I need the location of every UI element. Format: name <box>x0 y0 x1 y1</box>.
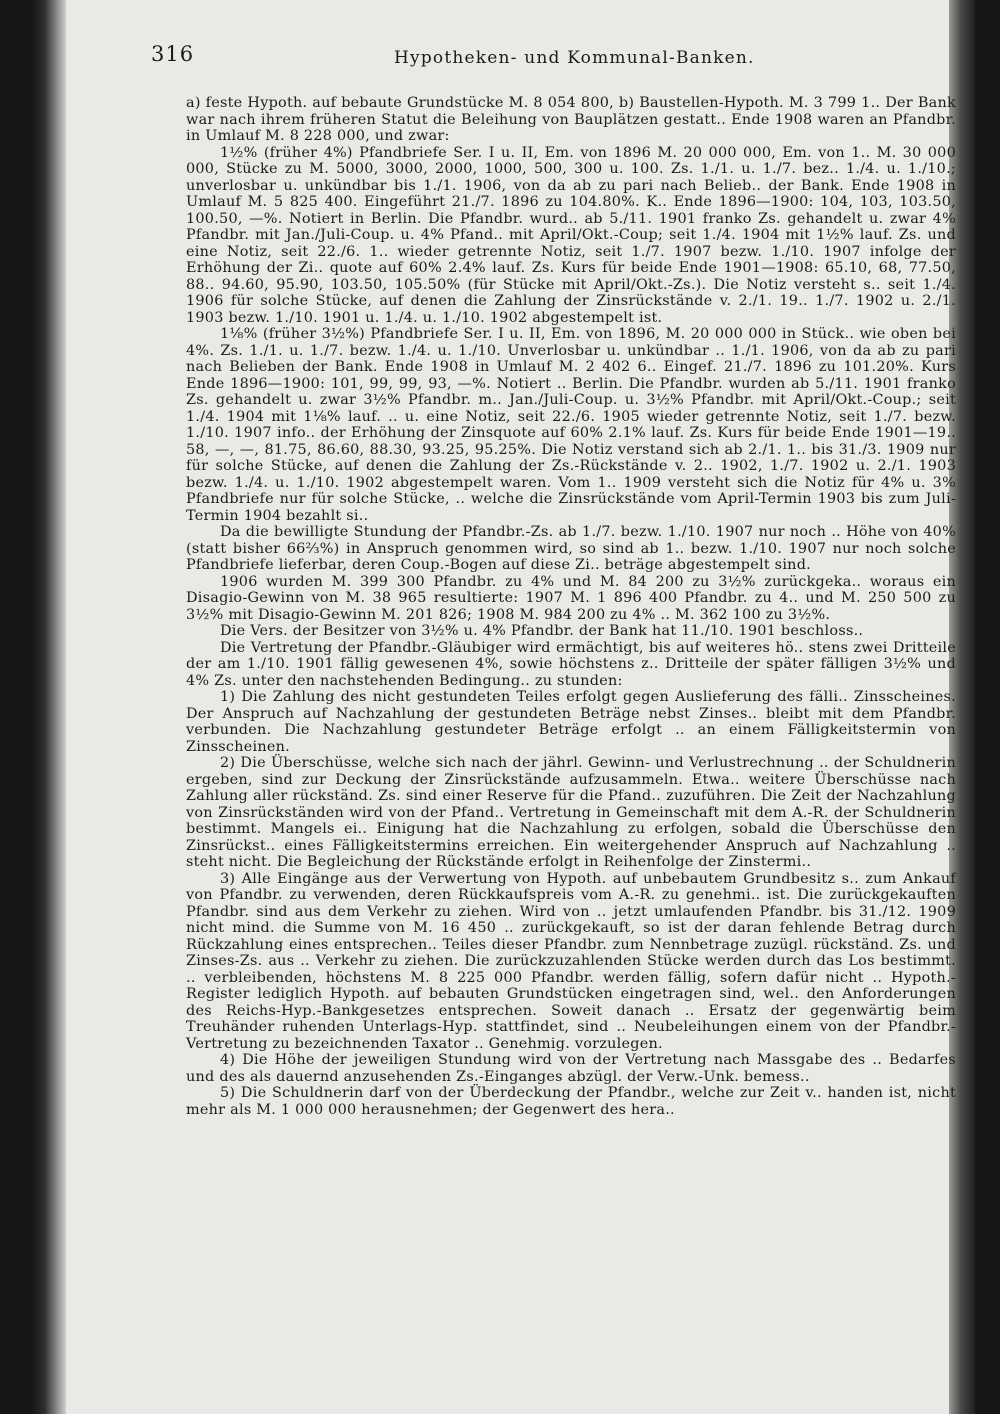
running-head: Hypotheken- und Kommunal-Banken. <box>394 48 755 68</box>
list-item-2: 2) Die Überschüsse, welche sich nach der jährl. Gewinn- und Verlustrechnung .. der Schuldnerin ergeben, sind zur Deckung der Zinsrückstände aufzusammeln. Etwa.. weitere Überschüsse nach Zahlung aller rückständ. Zs. sind einer Reserve für die Pfand.. zuzuführen. Die Zeit der Nachzahlung von Zinsrückständen wird von der Pfand.. Vertretung in Gemeinschaft mit dem A.-R. der Schuldnerin bestimmt. Mangels ei.. Einigung hat die Nachzahlung zu erfolgen, sobald die Überschüsse den Zinsrückst.. eines Fälligkeitstermins erreichen. Ein weitergehender Anspruch auf Nachzahlung .. steht nicht. Die Begleichung der Rückstände erfolgt in Reihenfolge der Zinstermi.. <box>186 755 956 870</box>
list-item-4: 4) Die Höhe der jeweiligen Stundung wird von der Vertretung nach Massgabe des .. Bedarfes und des als dauernd anzusehenden Zs.-Einganges abzügl. der Verw.-Unk. bemess.. <box>186 1052 956 1085</box>
list-item-3: 3) Alle Eingänge aus der Verwertung von Hypoth. auf unbebautem Grundbesitz s.. zum Ankauf von Pfandbr. zu verwenden, deren Rückkaufspreis vom A.-R. zu genehmi.. ist. Die zurückgekauften Pfandbr. sind aus dem Verkehr zu ziehen. Wird von .. jetzt umlaufenden Pfandbr. bis 31./12. 1909 nicht mind. die Summe von M. 16 450 .. zurückgekauft, so ist der daran fehlende Betrag durch Rückzahlung eines entsprechen.. Teiles dieser Pfandbr. zum Nennbetrage zuzügl. rückständ. Zs. und Zinses-Zs. aus .. Verkehr zu ziehen. Die zurückzuzahlenden Stücke werden durch das Los bestimmt. .. verbleibenden, höchstens M. 8 225 000 Pfandbr. werden fällig, sofern dafür nicht .. Hypoth.-Register lediglich Hypoth. auf bebauten Grundstücken eingetragen sind, wel.. den Anforderungen des Reichs-Hyp.-Bankgesetzes entsprechen. Soweit danach .. Ersatz der gegenwärtig beim Treuhänder ruhenden Unterlags-Hyp. stattfindet, sind .. Neubeleihungen einem von der Pfandbr.-Vertretung zu bezeichnenden Taxator .. Genehmig. vorzulegen. <box>186 870 956 1052</box>
page-header <box>151 42 791 76</box>
body-text <box>186 95 956 1118</box>
paragraph-4pct-pfandbriefe: 1½% (früher 4%) Pfandbriefe Ser. I u. II, Em. von 1896 M. 20 000 000, Em. von 1.. M. 30 000 000, Stücke zu M. 5000, 3000, 2000, 1000, 500, 300 u. 100. Zs. 1./1. u. 1./7. bez.. 1./4. u. 1./10.; unverlosbar u. unkündbar bis 1./1. 1906, von da ab zu pari nach Belieb.. der Bank. Ende 1908 in Umlauf M. 5 825 400. Eingeführt 21./7. 1896 zu 104.80%. K.. Ende 1896—1900: 104, 103, 103.50, 100.50, —%. Notiert in Berlin. Die Pfandbr. wurd.. ab 5./11. 1901 franko Zs. gehandelt u. zwar 4% Pfandbr. mit Jan./Juli-Coup. u. 4% Pfand.. mit April/Okt.-Coup; seit 1./4. 1904 mit 1½% lauf. Zs. und eine Notiz, seit 22./6. 1.. wieder getrennte Notiz, seit 1./7. 1907 bezw. 1./10. 1907 infolge der Erhöhung der Zi.. quote auf 60% 2.4% lauf. Zs. Kurs für beide Ende 1901—1908: 65.10, 68, 77.50, 88.. 94.60, 95.90, 103.50, 105.50% (für Stücke mit April/Okt.-Zs.). Die Notiz versteht s.. seit 1./4. 1906 für solche Stücke, auf denen die Zahlung der Zinsrückstände v. 2./1. 19.. 1./7. 1902 u. 2./1. 1903 bezw. 1./10. 1901 u. 1./4. u. 1./10. 1902 abgestempelt ist. <box>186 144 956 326</box>
paragraph-versammlung: Die Vers. der Besitzer von 3½% u. 4% Pfandbr. der Bank hat 11./10. 1901 beschloss.. <box>220 623 864 639</box>
paragraph-stundung: Da die bewilligte Stundung der Pfandbr.-Zs. ab 1./7. bezw. 1./10. 1907 nur noch .. Höhe von 40% (statt bisher 66⅔%) in Anspruch genommen wird, so sind ab 1.. bezw. 1./10. 1907 nur noch solche Pfandbriefe lieferbar, deren Coup.-Bogen auf diese Zi.. beträge abgestempelt sind. <box>186 524 956 573</box>
paragraph-3-5pct-pfandbriefe: 1⅛% (früher 3½%) Pfandbriefe Ser. I u. II, Em. von 1896, M. 20 000 000 in Stück.. wie oben bei 4%. Zs. 1./1. u. 1./7. bezw. 1./4. u. 1./10. Unverlosbar u. unkündbar .. 1./1. 1906, von da ab zu pari nach Belieben der Bank. Ende 1908 in Umlauf M. 2 402 6.. Eingef. 21./7. 1896 zu 101.20%. Kurs Ende 1896—1900: 101, 99, 99, 93, —%. Notiert .. Berlin. Die Pfandbr. wurden ab 5./11. 1901 franko Zs. gehandelt u. zwar 3½% Pfandbr. m.. Jan./Juli-Coup. u. 3½% Pfandbr. mit April/Okt.-Coup.; seit 1./4. 1904 mit 1⅛% lauf. .. u. eine Notiz, seit 22./6. 1905 wieder getrennte Notiz, seit 1./7. bezw. 1./10. 1907 info.. der Erhöhung der Zinsquote auf 60% 2.1% lauf. Zs. Kurs für beide Ende 1901—19.. 58, —, —, 81.75, 86.60, 88.30, 93.25, 95.25%. Die Notiz verstand sich ab 2./1. 1.. bis 31./3. 1909 nur für solche Stücke, auf denen die Zahlung der Zs.-Rückstände v. 2.. 1902, 1./7. 1902 u. 2./1. 1903 bezw. 1./4. u. 1./10. 1902 abgestempelt waren. Vom 1.. 1909 versteht sich die Notiz für 4% u. 3% Pfandbriefe nur für solche Stücke, .. welche die Zinsrückstände vom April-Termin 1903 bis zum Juli-Termin 1904 bezahlt si.. <box>186 326 956 524</box>
page-binding-edge <box>30 0 66 1414</box>
paragraph-vertretung: Die Vertretung der Pfandbr.-Gläubiger wird ermächtigt, bis auf weiteres hö.. stens zwei Dritteile der am 1./10. 1901 fällig gewesenen 4%, sowie höchstens z.. Dritteile der später fälligen 3½% und 4% Zs. unter den nachstehenden Bedingung.. zu stunden: <box>186 639 956 689</box>
page-number: 316 <box>151 42 195 66</box>
book-page <box>30 0 975 1414</box>
list-item-1: 1) Die Zahlung des nicht gestundeten Teiles erfolgt gegen Auslieferung des fälli.. Zinsscheines. Der Anspruch auf Nachzahlung der gestundeten Beträge nebst Zinses.. bleibt mit dem Pfandbr. verbunden. Die Nachzahlung gestundeter Beträge erfolgt .. an einem Fälligkeitstermin von Zinsscheinen. <box>186 689 956 755</box>
paragraph-intro: a) feste Hypoth. auf bebaute Grundstücke M. 8 054 800, b) Baustellen-Hypoth. M. 3 799 1.. Der Bank war nach ihrem früheren Statut die Beleihung von Bauplätzen gestatt.. Ende 1908 waren an Pfandbr. in Umlauf M. 8 228 000, und zwar: <box>186 95 956 144</box>
list-item-5: 5) Die Schuldnerin darf von der Überdeckung der Pfandbr., welche zur Zeit v.. handen ist, nicht mehr als M. 1 000 000 herausnehmen; der Gegenwert des hera.. <box>186 1085 956 1118</box>
paragraph-rueckkauf-1906: 1906 wurden M. 399 300 Pfandbr. zu 4% und M. 84 200 zu 3½% zurückgeka.. woraus ein Disagio-Gewinn von M. 38 965 resultierte: 1907 M. 1 896 400 Pfandbr. zu 4.. und M. 250 500 zu 3½% mit Disagio-Gewinn M. 201 826; 1908 M. 984 200 zu 4% .. M. 362 100 zu 3½%. <box>186 573 956 623</box>
